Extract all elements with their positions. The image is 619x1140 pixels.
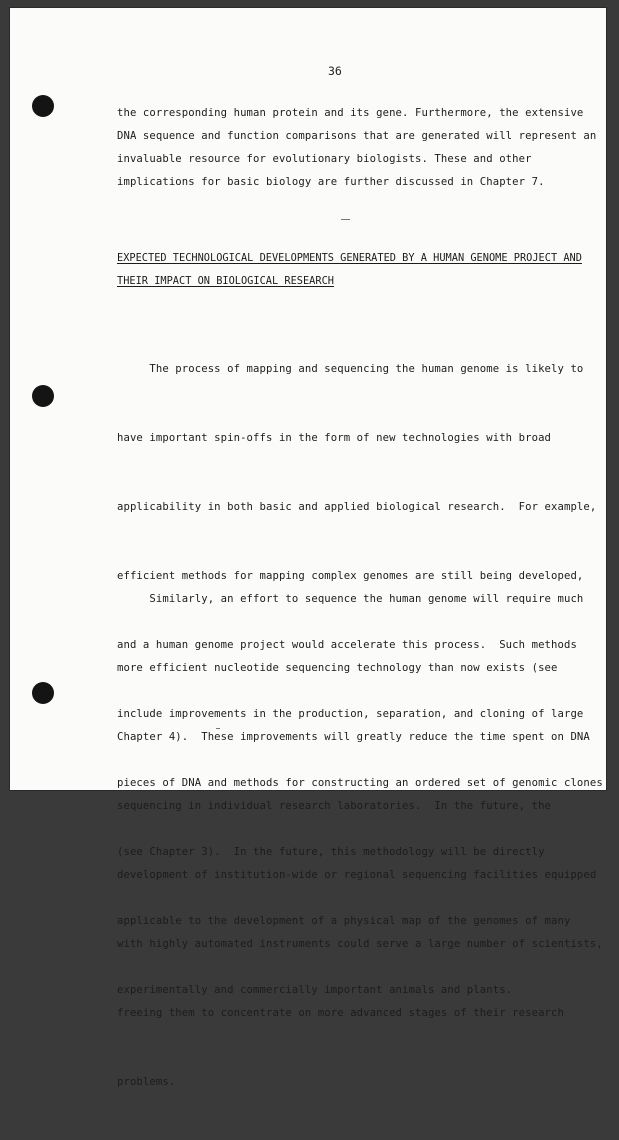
text-line: experimentally and commercially important animals and plants. [117, 984, 513, 996]
text-line: implications for basic biology are further discussed in Chapter 7. [117, 176, 545, 188]
text-line: invaluable resource for evolutionary biologists. These and other [117, 153, 532, 165]
text-line: Similarly, an effort to sequence the human genome will require much [117, 593, 584, 605]
binder-hole-top [32, 95, 54, 117]
text-line: and a human genome project would accelerate this process. Such methods [117, 639, 577, 651]
heading-line: EXPECTED TECHNOLOGICAL DEVELOPMENTS GENERATED BY A HUMAN GENOME PROJECT AND [117, 252, 582, 264]
text-line: Chapter 4). These improvements will greatly reduce the time spent on DNA [117, 731, 590, 743]
text-line: the corresponding human protein and its gene. Furthermore, the extensive [117, 107, 584, 119]
binder-hole-bottom [32, 682, 54, 704]
paragraph-continuation [117, 102, 597, 194]
text-line: DNA sequence and function comparisons that are generated will represent an [117, 130, 597, 142]
heading-line: THEIR IMPACT ON BIOLOGICAL RESEARCH [117, 275, 334, 287]
text-line: efficient methods for mapping complex genomes are still being developed, [117, 570, 584, 582]
section-heading [117, 247, 582, 293]
text-line: include improvements in the production, separation, and cloning of large [117, 708, 584, 720]
text-line: pieces of DNA and methods for constructing an ordered set of genomic clones [117, 777, 603, 789]
text-line: with highly automated instruments could serve a large number of scientists, [117, 938, 603, 950]
scan-speck [341, 219, 350, 220]
text-line: development of institution-wide or regional sequencing facilities equipped [117, 869, 597, 881]
text-line: problems. [117, 1076, 176, 1088]
paragraph-sequencing-technology [117, 542, 603, 1140]
text-line: The process of mapping and sequencing the human genome is likely to [117, 363, 584, 375]
text-line: (see Chapter 3). In the future, this methodology will be directly [117, 846, 545, 858]
text-line: more efficient nucleotide sequencing technology than now exists (see [117, 662, 558, 674]
text-line: freeing them to concentrate on more advanced stages of their research [117, 1007, 564, 1019]
page-number: 36 [328, 64, 342, 78]
text-line: applicability in both basic and applied biological research. For example, [117, 501, 597, 513]
text-line: sequencing in individual research laboratories. In the future, the [117, 800, 552, 812]
text-line: have important spin-offs in the form of new technologies with broad [117, 432, 552, 444]
text-line: applicable to the development of a physical map of the genomes of many [117, 915, 571, 927]
binder-hole-middle [32, 385, 54, 407]
document-page [10, 8, 606, 1088]
